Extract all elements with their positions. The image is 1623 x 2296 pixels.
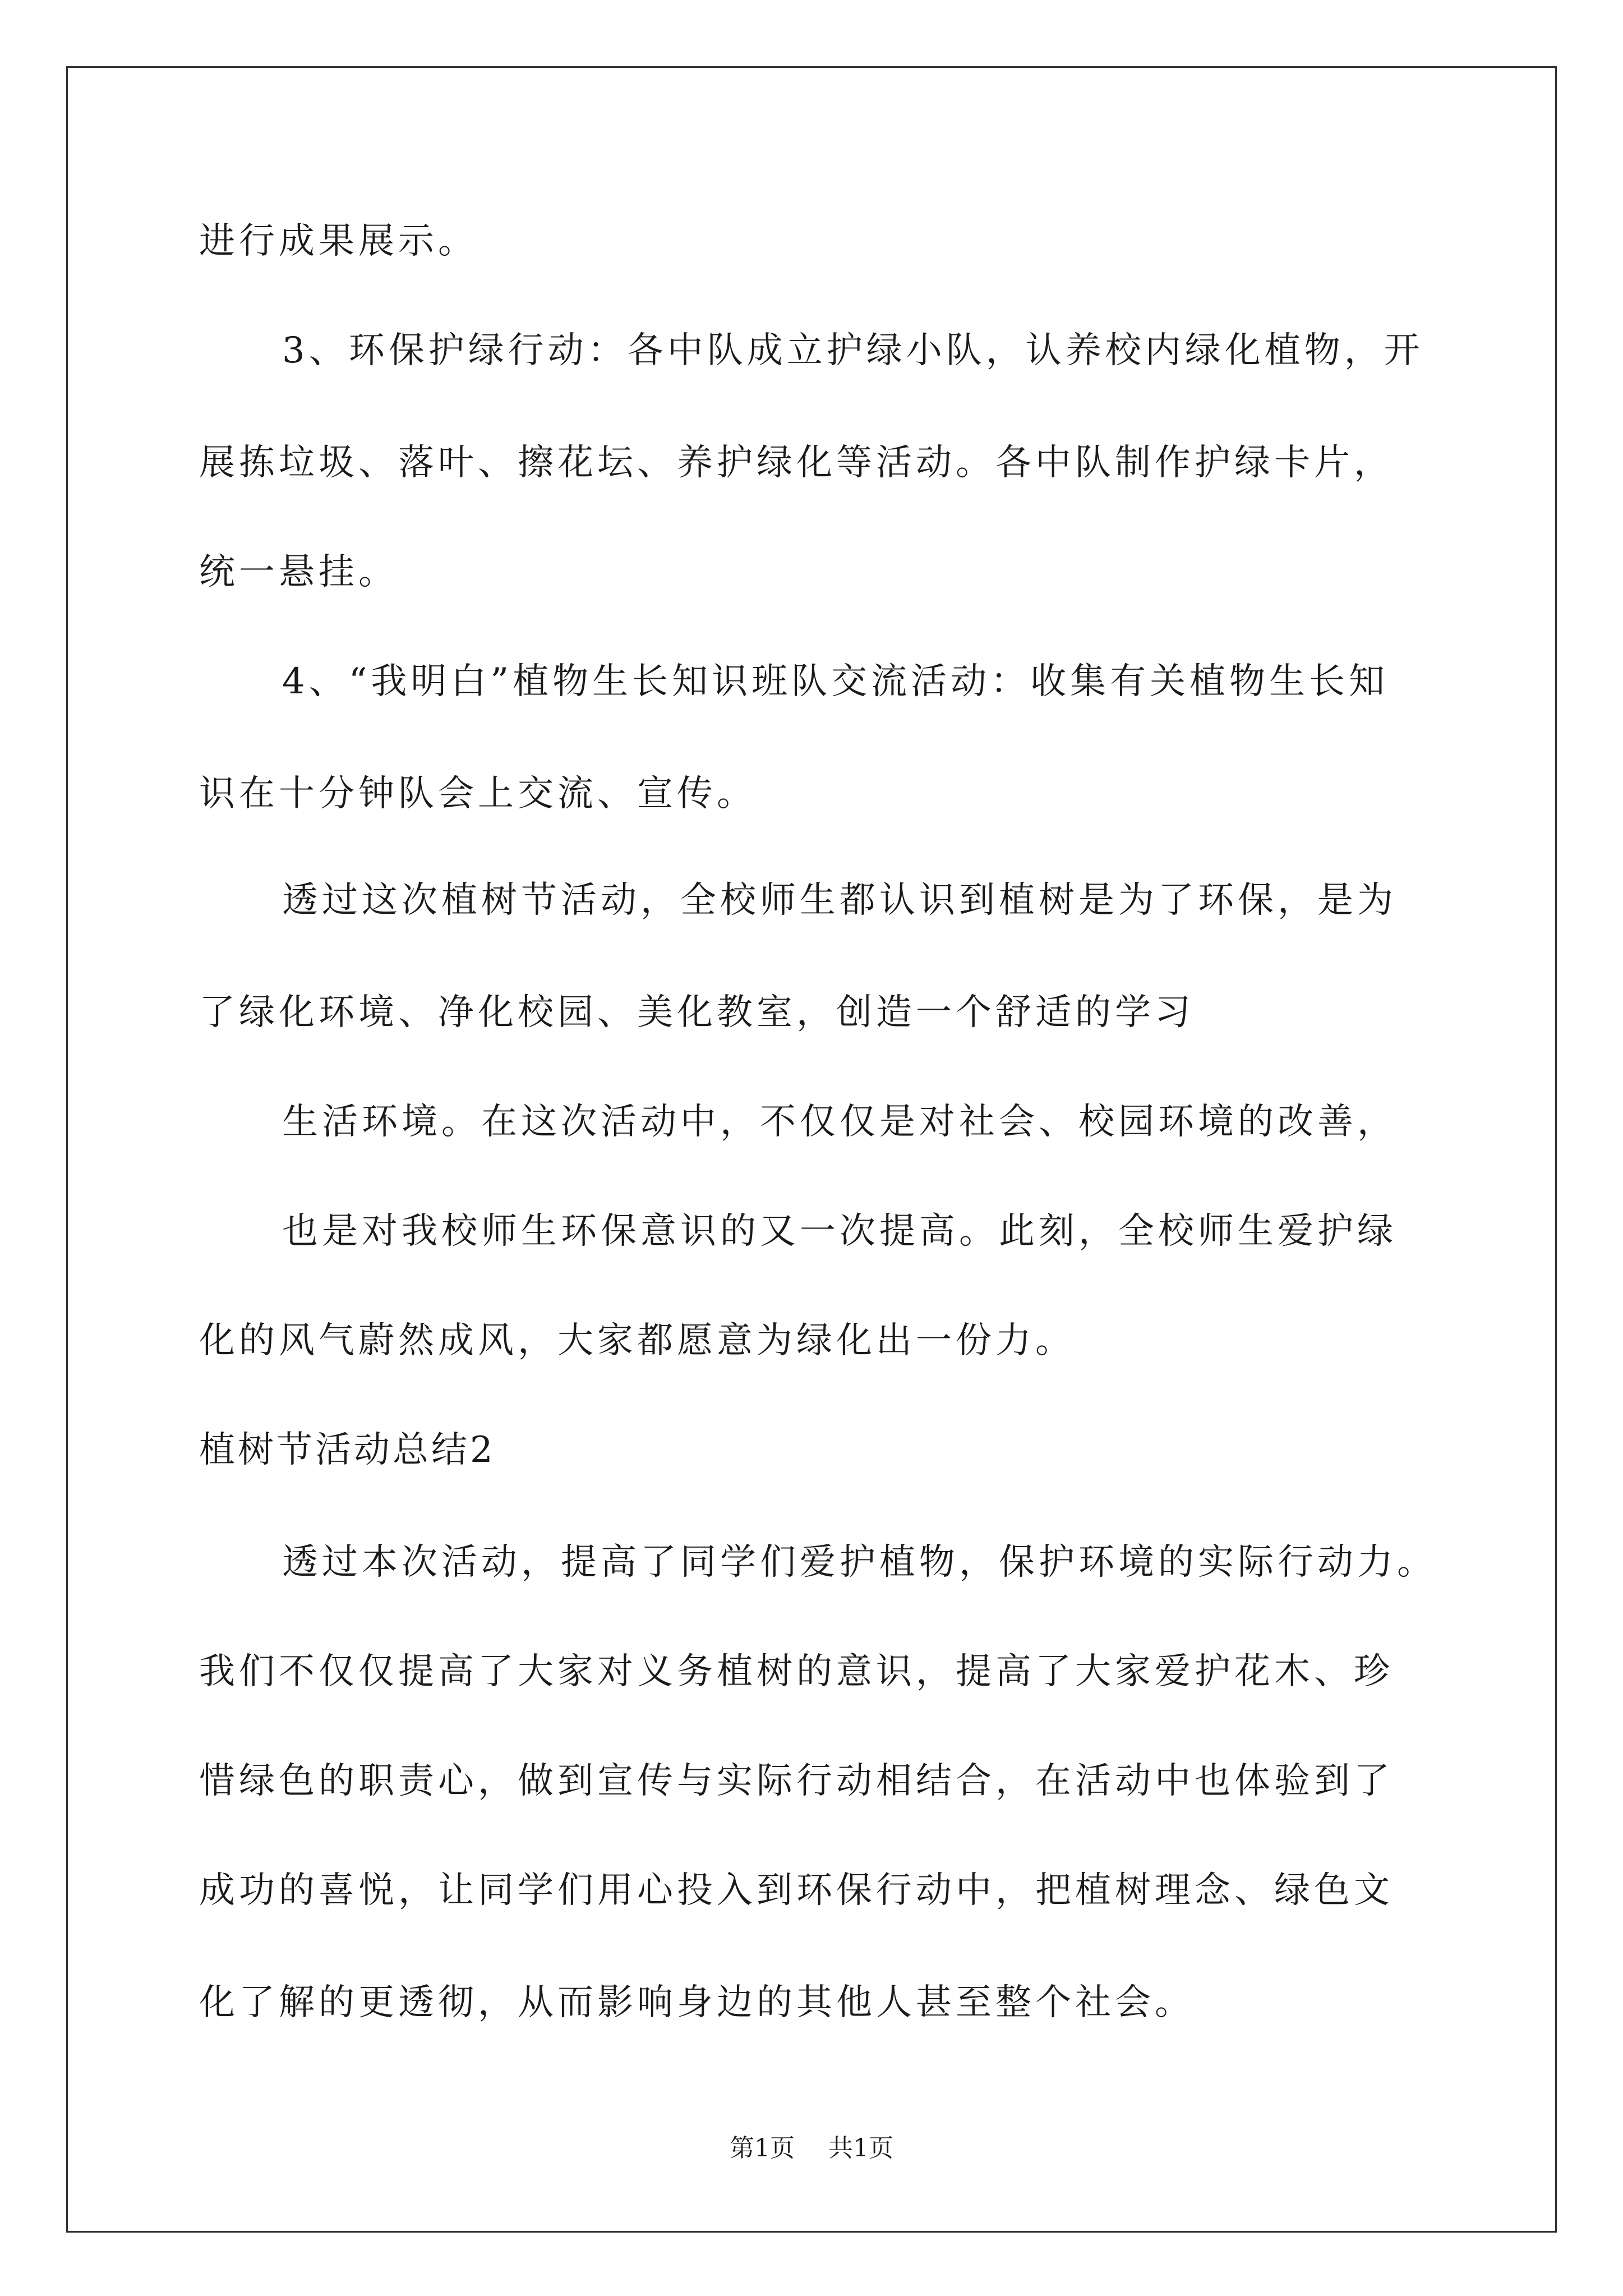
- page-total: 共1页: [828, 2134, 893, 2162]
- text-line: 化的风气蔚然成风，大家都愿意为绿化出一份力。: [199, 1320, 1075, 1361]
- text-line: 统一悬挂。: [199, 551, 398, 593]
- text-line: 化了解的更透彻，从而影响身边的其他人甚至整个社会。: [199, 1982, 1195, 2023]
- text-line: 也是对我校师生环保意识的又一次提高。此刻，全校师生爱护绿: [282, 1211, 1397, 1252]
- text-line: 惜绿色的职责心，做到宣传与实际行动相结合，在活动中也体验到了: [199, 1760, 1394, 1802]
- text-line: 透过本次活动，提高了同学们爱护植物，保护环境的实际行动力。: [282, 1542, 1437, 1583]
- text-line: 进行成果展示。: [199, 220, 478, 262]
- page-footer: [0, 2132, 1623, 2165]
- text-line: 识在十分钟队会上交流、宣传。: [199, 773, 757, 815]
- text-line: 生活环境。在这次活动中，不仅仅是对社会、校园环境的改善，: [282, 1101, 1397, 1143]
- page-number: 第1页: [730, 2134, 795, 2162]
- text-line: 透过这次植树节活动，全校师生都认识到植树是为了环保，是为: [282, 880, 1397, 921]
- text-line: 4、“我明白”植物生长知识班队交流活动：收集有关植物生长知: [282, 661, 1389, 702]
- text-line: 展拣垃圾、落叶、擦花坛、养护绿化等活动。各中队制作护绿卡片，: [199, 442, 1394, 484]
- text-line: 我们不仅仅提高了大家对义务植树的意识，提高了大家爱护花木、珍: [199, 1651, 1394, 1692]
- text-line: 3、环保护绿行动：各中队成立护绿小队，认养校内绿化植物，开: [282, 330, 1424, 371]
- section-heading: 植树节活动总结2: [199, 1429, 496, 1471]
- text-line: 了绿化环境、净化校园、美化教室，创造一个舒适的学习: [199, 992, 1195, 1033]
- text-line: 成功的喜悦，让同学们用心投入到环保行动中，把植树理念、绿色文: [199, 1870, 1394, 1911]
